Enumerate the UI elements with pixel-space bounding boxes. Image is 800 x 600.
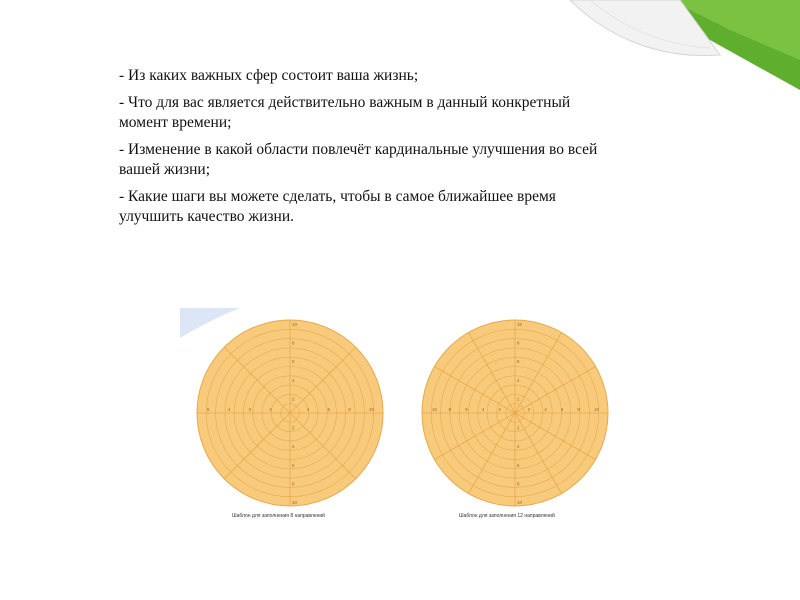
question-2: - Что для вас является действительно важным в данный конкретный момент времени; [119,94,571,131]
svg-text:6: 6 [327,407,331,412]
svg-text:10: 10 [292,500,298,505]
svg-text:2: 2 [269,407,272,412]
life-wheel-8-sectors [195,318,385,508]
svg-text:4: 4 [517,444,520,450]
svg-text:2: 2 [527,407,531,412]
svg-text:4: 4 [481,407,485,412]
wheel-12-caption: Шаблон для заполнения 12 направлений [459,513,555,519]
svg-text:6: 6 [465,407,468,412]
svg-text:2: 2 [517,396,520,402]
svg-text:8: 8 [517,340,520,346]
svg-text:2: 2 [517,425,520,431]
svg-text:4: 4 [544,407,547,412]
svg-text:8: 8 [577,407,580,412]
svg-text:6: 6 [207,407,210,412]
svg-text:10: 10 [517,322,523,327]
question-list [119,66,619,234]
svg-text:8: 8 [292,340,295,346]
svg-text:8: 8 [348,407,351,412]
svg-text:6: 6 [560,407,564,412]
svg-text:3: 3 [248,407,252,412]
question-1: - Из каких важных сфер состоит ваша жизнь; [119,67,419,84]
wheel-8-caption: Шаблон для заполнения 8 направлений [232,513,325,519]
svg-text:6: 6 [292,359,295,365]
svg-text:2: 2 [498,407,501,412]
svg-text:6: 6 [292,462,295,468]
svg-text:10: 10 [432,407,438,412]
svg-text:4: 4 [227,407,231,412]
svg-text:6: 6 [517,359,520,365]
svg-text:6: 6 [517,462,520,468]
svg-text:10: 10 [594,407,600,412]
svg-text:8: 8 [517,481,520,487]
life-wheel-12-sectors [420,318,610,508]
svg-text:4: 4 [517,377,520,383]
svg-text:8: 8 [448,407,452,412]
question-4: - Какие шаги вы можете сделать, чтобы в самое ближайшее время улучшить качество жизни. [119,188,556,225]
svg-text:8: 8 [292,481,295,487]
svg-text:2: 2 [292,425,295,431]
svg-text:10: 10 [369,407,375,412]
question-3: - Изменение в какой области повлечёт кардинальные улучшения во всей вашей жизни; [119,141,598,178]
svg-text:4: 4 [292,377,295,383]
svg-text:4: 4 [306,407,310,412]
svg-text:4: 4 [292,444,295,450]
svg-text:10: 10 [292,322,298,327]
svg-text:10: 10 [517,500,523,505]
svg-text:2: 2 [292,396,295,402]
